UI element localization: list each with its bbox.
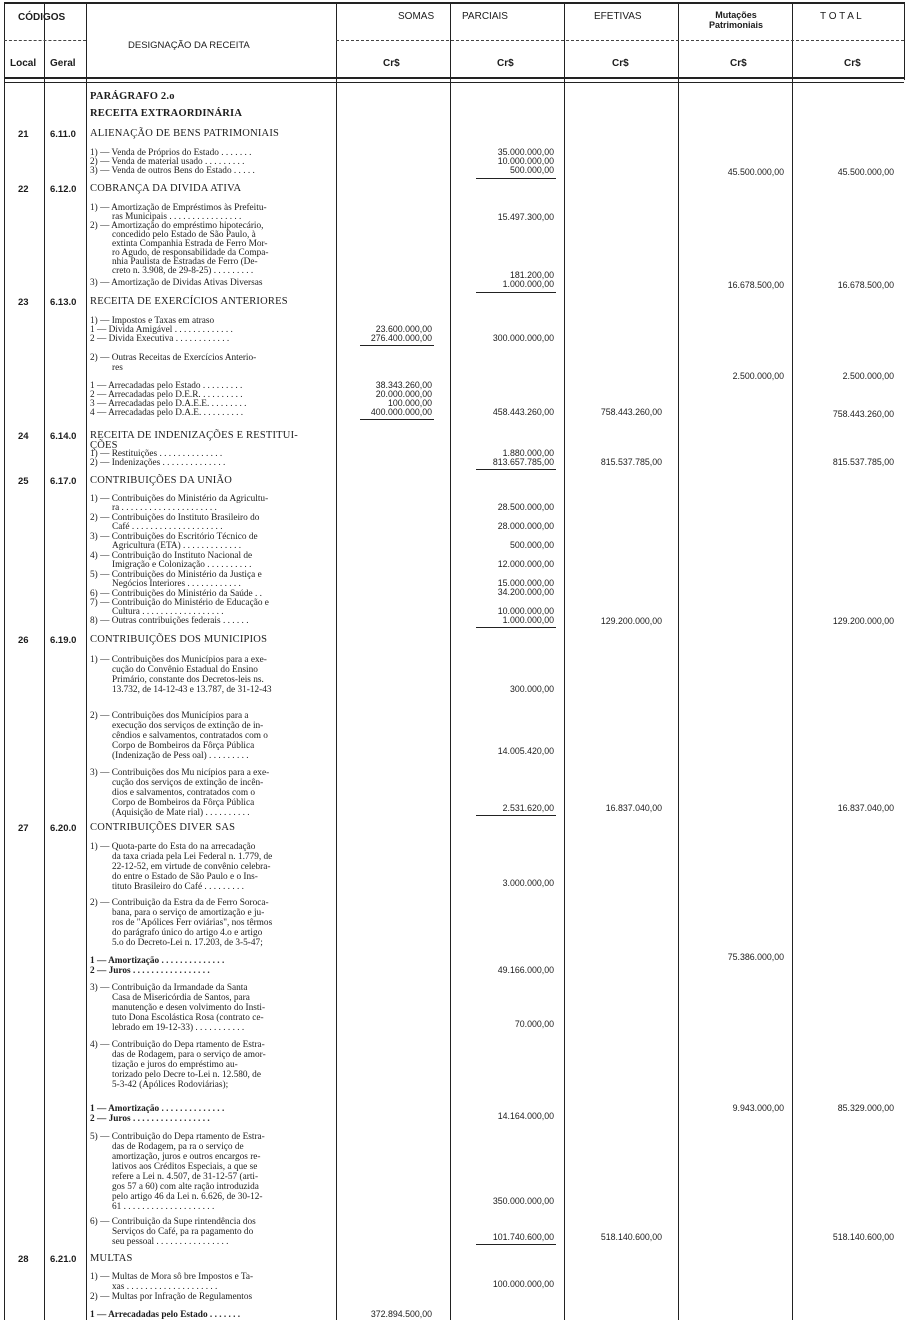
code-geral: 6.20.0 xyxy=(50,823,77,834)
paragraph-title: PARÁGRAFO 2.o xyxy=(90,91,175,102)
item-line: do entre o Estado de São Paulo e o Ins- xyxy=(112,872,258,882)
amount-parcial: 458.443.260,00 xyxy=(492,407,554,417)
col-line-5 xyxy=(564,2,565,1320)
code-geral: 6.12.0 xyxy=(50,184,77,195)
item-line: 2 — Divida Executiva . . . . . . . . . . . . xyxy=(90,334,230,344)
item-line: execução dos serviços de extinção de in- xyxy=(112,721,264,731)
item-line: 2) — Outras Receitas de Exercícios Anterio- xyxy=(90,353,257,363)
amount-parcial: 500.000,00 xyxy=(509,540,554,550)
header-mid-rule-codes xyxy=(4,40,86,41)
item-line: 5.o do Decreto-Lei n. 17.203, de 3-5-47; xyxy=(112,938,263,948)
sum-underline xyxy=(476,178,556,179)
amount-parcial: 1.000.000,00 xyxy=(502,279,554,289)
item-line: 2 — Arrecadadas pelo D.E.R. . . . . . . . . . xyxy=(90,390,243,400)
code-local: 24 xyxy=(18,431,29,442)
amount-efetiva: 16.837.040,00 xyxy=(605,803,662,813)
header-bottom-rule-2 xyxy=(4,82,904,83)
heading-municipios: CONTRIBUIÇÕES DOS MUNICIPIOS xyxy=(90,634,268,645)
item-line: 2 — Juros . . . . . . . . . . . . . . . . . xyxy=(90,966,210,976)
code-local: 28 xyxy=(18,1254,29,1265)
amount-mutacao: 45.500.000,00 xyxy=(727,167,784,177)
code-local: 27 xyxy=(18,823,29,834)
col-line-4 xyxy=(450,2,451,1320)
header-designacao: DESIGNAÇÃO DA RECEITA xyxy=(128,40,250,51)
item-line: seu pessoal . . . . . . . . . . . . . . . . xyxy=(112,1237,229,1247)
item-line: 1) — Contribuições do Ministério da Agricultu- xyxy=(90,494,269,504)
header-cr-3: Cr$ xyxy=(612,58,629,69)
amount-parcial: 350.000.000,00 xyxy=(492,1196,554,1206)
header-local: Local xyxy=(10,58,37,69)
amount-total: 758.443.260,00 xyxy=(832,409,894,419)
amount-parcial: 813.657.785,00 xyxy=(492,457,554,467)
col-line-8 xyxy=(904,2,905,80)
item-line: Imigração e Colonização . . . . . . . . . . xyxy=(112,560,252,570)
item-line: 1) — Impostos e Taxas em atraso xyxy=(90,316,215,326)
header-efetivas: EFETIVAS xyxy=(594,11,642,22)
item-line: cução do Convênio Estadual do Ensino xyxy=(112,665,258,675)
amount-parcial: 12.000.000,00 xyxy=(497,559,554,569)
item-line: 1) — Amortização de Empréstimos às Prefeitu- xyxy=(90,203,267,213)
item-line: 2) — Multas por Infração de Regulamentos xyxy=(90,1292,253,1302)
item-line: 1) — Multas de Mora sô bre Impostos e Ta- xyxy=(90,1272,254,1282)
heading-indenizacoes-cont: ÇÕES xyxy=(90,440,118,451)
item-line: cêndios e salvamentos, contratados com o xyxy=(112,731,268,741)
item-line: 4) — Contribuição do Instituto Nacional de xyxy=(90,551,253,561)
amount-parcial: 35.000.000,00 xyxy=(497,147,554,157)
code-local: 23 xyxy=(18,297,29,308)
code-geral: 6.21.0 xyxy=(50,1254,77,1265)
header-top-rule xyxy=(4,2,904,4)
amount-soma: 23.600.000,00 xyxy=(375,324,432,334)
amount-parcial: 10.000.000,00 xyxy=(497,156,554,166)
header-bottom-rule xyxy=(4,77,904,79)
amount-parcial: 1.000.000,00 xyxy=(502,615,554,625)
amount-soma: 38.343.260,00 xyxy=(375,380,432,390)
heading-diversas: CONTRIBUIÇÕES DIVER SAS xyxy=(90,822,236,833)
item-line: (Indenização de Pess oal) . . . . . . . . . xyxy=(112,751,249,761)
item-line: 3) — Contribuições dos Mu nicípios para a exe- xyxy=(90,768,270,778)
header-parciais: PARCIAIS xyxy=(462,11,508,22)
heading-exercicios: RECEITA DE EXERCÍCIOS ANTERIORES xyxy=(90,296,288,307)
amount-parcial: 181.200,00 xyxy=(509,270,554,280)
amount-soma: 276.400.000,00 xyxy=(370,333,432,343)
col-line-6 xyxy=(678,2,679,1320)
amount-parcial: 34.200.000,00 xyxy=(497,587,554,597)
amount-parcial: 1.880.000,00 xyxy=(502,448,554,458)
amount-total: 129.200.000,00 xyxy=(832,616,894,626)
item-line: 2 — Juros . . . . . . . . . . . . . . . . . xyxy=(90,1114,210,1124)
header-geral: Geral xyxy=(50,58,76,69)
amount-soma: 20.000.000,00 xyxy=(375,389,432,399)
item-line: manutenção e desen volvimento do Insti- xyxy=(112,1003,266,1013)
amount-parcial: 49.166.000,00 xyxy=(497,965,554,975)
item-line: Cultura . . . . . . . . . . . . . . . . . . xyxy=(112,607,224,617)
header-cr-5: Cr$ xyxy=(844,58,861,69)
item-line: 1) — Restituições . . . . . . . . . . . . . . xyxy=(90,449,223,459)
amount-efetiva: 518.140.600,00 xyxy=(600,1232,662,1242)
item-line: 1 — Amortização . . . . . . . . . . . . . . xyxy=(90,1104,225,1114)
header-total: T O T A L xyxy=(820,11,862,22)
item-line: 22-12-52, em virtude de convênio celebra- xyxy=(112,862,271,872)
item-line: Negócios Interiores . . . . . . . . . . . . xyxy=(112,579,241,589)
item-line: ras Municipais . . . . . . . . . . . . . . . . xyxy=(112,212,242,222)
item-line: 2) — Amortização do empréstimo hipotecário, xyxy=(90,221,264,231)
item-line: 7) — Contribuição do Ministério de Educação e xyxy=(90,598,269,608)
item-line: 3) — Contribuições do Escritório Técnico de xyxy=(90,532,258,542)
item-line: 1 — Divida Amigável . . . . . . . . . . . . . xyxy=(90,325,233,335)
amount-soma: 372.894.500,00 xyxy=(370,1309,432,1319)
item-line: creto n. 3.908, de 29-8-25) . . . . . . . . . xyxy=(112,266,254,276)
code-geral: 6.19.0 xyxy=(50,635,77,646)
heading-uniao: CONTRIBUIÇÕES DA UNIÃO xyxy=(90,475,233,486)
col-line-3 xyxy=(336,2,337,1320)
item-line: da taxa criada pela Lei Federal n. 1.779, de xyxy=(112,852,273,862)
item-line: 3) — Venda de outros Bens do Estado . . . . . xyxy=(90,166,255,176)
amount-efetiva: 129.200.000,00 xyxy=(600,616,662,626)
item-line: 13.732, de 14-12-43 e 13.787, de 31-12-43 xyxy=(112,685,272,695)
item-line: 2) — Contribuições do Instituto Brasileiro do xyxy=(90,513,260,523)
item-line: Corpo de Bombeiros da Fôrça Pública xyxy=(112,798,255,808)
item-line: gos 57 a 60) com alte ração introduzida xyxy=(112,1182,259,1192)
item-line: 3 — Arrecadadas pelo D.A.E.E. . . . . . . . . xyxy=(90,399,247,409)
amount-total: 815.537.785,00 xyxy=(832,457,894,467)
item-line: dios e salvamentos, contratados com o xyxy=(112,788,256,798)
item-line: amortização, juros e outros encargos re- xyxy=(112,1152,261,1162)
item-line: das de Rodagem, pa ra o serviço de xyxy=(112,1142,244,1152)
item-line: nhia Paulista de Estradas de Ferro (De- xyxy=(112,257,258,267)
item-line: bana, para o serviço de amortização e ju- xyxy=(112,908,265,918)
code-geral: 6.17.0 xyxy=(50,476,77,487)
heading-multas: MULTAS xyxy=(90,1253,133,1264)
code-local: 25 xyxy=(18,476,29,487)
amount-parcial: 14.005.420,00 xyxy=(497,746,554,756)
heading-cobranca: COBRANÇA DA DIVIDA ATIVA xyxy=(90,183,242,194)
amount-parcial: 15.497.300,00 xyxy=(497,212,554,222)
amount-total: 16.678.500,00 xyxy=(837,280,894,290)
item-line: 1) — Venda de Próprios do Estado . . . . . . . xyxy=(90,148,252,158)
amount-parcial: 28.500.000,00 xyxy=(497,502,554,512)
amount-total: 85.329.000,00 xyxy=(837,1103,894,1113)
heading-alienacao: ALIENAÇÃO DE BENS PATRIMONIAIS xyxy=(90,128,280,139)
header-cr-2: Cr$ xyxy=(497,58,514,69)
header-mutacoes: Mutações Patrimoniais xyxy=(708,10,764,30)
item-line: tização e juros do empréstimo au- xyxy=(112,1060,238,1070)
amount-parcial: 14.164.000,00 xyxy=(497,1111,554,1121)
item-line: pelo artigo 46 da Lei n. 6.626, de 30-12- xyxy=(112,1192,263,1202)
item-line: xas . . . . . . . . . . . . . . . . . . . . xyxy=(112,1282,218,1292)
item-line: 2) — Contribuições dos Municípios para a xyxy=(90,711,249,721)
item-line: Agricultura (ETA) . . . . . . . . . . . . . xyxy=(112,541,242,551)
col-line-1 xyxy=(44,2,45,1320)
header-cr-1: Cr$ xyxy=(383,58,400,69)
sum-underline xyxy=(476,815,556,816)
amount-mutacao: 9.943.000,00 xyxy=(732,1103,784,1113)
item-line: refere a Lei n. 4.507, de 31-12-57 (arti- xyxy=(112,1172,259,1182)
amount-total: 2.500.000,00 xyxy=(842,371,894,381)
item-line: Casa de Misericórdia de Santos, para xyxy=(112,993,250,1003)
item-line: tuto Dona Escolástica Rosa (contrato ce- xyxy=(112,1013,264,1023)
item-line: ra . . . . . . . . . . . . . . . . . . . . . xyxy=(112,503,217,513)
item-line: 5-3-42 (Apólices Rodoviárias); xyxy=(112,1080,229,1090)
item-line: Café . . . . . . . . . . . . . . . . . . . . xyxy=(112,522,223,532)
header-cr-4: Cr$ xyxy=(730,58,747,69)
amount-mutacao: 2.500.000,00 xyxy=(732,371,784,381)
item-line: Serviços do Café, pa ra pagamento do xyxy=(112,1227,254,1237)
header-somas: SOMAS xyxy=(398,11,435,22)
amount-total: 45.500.000,00 xyxy=(837,167,894,177)
amount-parcial: 15.000.000,00 xyxy=(497,578,554,588)
amount-efetiva: 815.537.785,00 xyxy=(600,457,662,467)
code-geral: 6.14.0 xyxy=(50,431,77,442)
item-line: 6) — Contribuições do Ministério da Saúde . . xyxy=(90,589,262,599)
amount-parcial: 101.740.600,00 xyxy=(492,1232,554,1242)
item-line: 61 . . . . . . . . . . . . . . . . . . . . xyxy=(112,1202,215,1212)
item-line: 4) — Contribuição do Depa rtamento de Estra- xyxy=(90,1040,265,1050)
item-line: 8) — Outras contribuições federais . . . . . . xyxy=(90,616,249,626)
item-line: 2) — Venda de material usado . . . . . . . . . xyxy=(90,157,245,167)
item-line: 1) — Quota-parte do Esta do na arrecadação xyxy=(90,842,256,852)
code-local: 26 xyxy=(18,635,29,646)
amount-soma: 100.000,00 xyxy=(387,398,432,408)
item-line: 4 — Arrecadadas pelo D.A.E. . . . . . . . . . xyxy=(90,408,244,418)
item-line: extinta Companhia Estrada de Ferro Mor- xyxy=(112,239,268,249)
item-line: das de Rodagem, para o serviço de amor- xyxy=(112,1050,266,1060)
amount-parcial: 300.000,00 xyxy=(509,684,554,694)
item-line: torizado pelo Decre to-Lei n. 12.580, de xyxy=(112,1070,261,1080)
item-line: concedido pelo Estado de São Paulo, à xyxy=(112,230,256,240)
item-line: lativos aos Créditos Especiais, a que se xyxy=(112,1162,258,1172)
sum-underline xyxy=(476,292,556,293)
amount-soma: 400.000.000,00 xyxy=(370,407,432,417)
amount-parcial: 300.000.000,00 xyxy=(492,333,554,343)
item-line: 1 — Arrecadadas pelo Estado . . . . . . . xyxy=(90,1310,241,1320)
item-line: 2) — Contribuição da Estra da de Ferro Soroca- xyxy=(90,898,269,908)
amount-parcial: 3.000.000,00 xyxy=(502,878,554,888)
sum-underline xyxy=(476,627,556,628)
item-line: Primário, constante dos Decretos-leis ns. xyxy=(112,675,264,685)
code-geral: 6.11.0 xyxy=(50,129,76,140)
sum-underline xyxy=(360,345,434,346)
amount-parcial: 10.000.000,00 xyxy=(497,606,554,616)
col-line-0 xyxy=(4,2,5,1320)
item-line: Corpo de Bombeiros da Fôrça Pública xyxy=(112,741,255,751)
amount-parcial: 70.000,00 xyxy=(514,1019,554,1029)
item-line: ros de "Apólices Ferr oviárias", nos têrmos xyxy=(112,918,273,928)
header-codigos: CÓDIGOS xyxy=(18,12,66,23)
col-line-2 xyxy=(86,2,87,1320)
receita-extra-title: RECEITA EXTRAORDINÁRIA xyxy=(90,108,243,119)
amount-total: 518.140.600,00 xyxy=(832,1232,894,1242)
code-local: 21 xyxy=(18,129,29,140)
heading-indenizacoes: RECEITA DE INDENIZAÇÕES E RESTITUI- xyxy=(90,430,298,441)
item-line: 3) — Amortização de Dividas Ativas Diversas xyxy=(90,278,263,288)
amount-total: 16.837.040,00 xyxy=(837,803,894,813)
item-line: 1 — Arrecadadas pelo Estado . . . . . . . . . xyxy=(90,381,243,391)
item-line: 6) — Contribuição da Supe rintendência dos xyxy=(90,1217,256,1227)
code-local: 22 xyxy=(18,184,29,195)
amount-parcial: 28.000.000,00 xyxy=(497,521,554,531)
header-mid-rule-cols xyxy=(336,40,904,41)
item-line: 5) — Contribuições do Ministério da Justiça e xyxy=(90,570,262,580)
item-line: res xyxy=(112,363,123,373)
item-line: cução dos serviços de extinção de incên- xyxy=(112,778,264,788)
item-line: 2) — Indenizações . . . . . . . . . . . . . . xyxy=(90,458,226,468)
item-line: (Aquisição de Mate rial) . . . . . . . . . . xyxy=(112,808,250,818)
sum-underline xyxy=(476,469,556,470)
item-line: tituto Brasileiro do Café . . . . . . . . . xyxy=(112,882,244,892)
amount-efetiva: 758.443.260,00 xyxy=(600,407,662,417)
amount-mutacao: 75.386.000,00 xyxy=(727,952,784,962)
code-geral: 6.13.0 xyxy=(50,297,77,308)
item-line: 1) — Contribuições dos Municípios para a exe- xyxy=(90,655,267,665)
sum-underline xyxy=(476,1244,556,1245)
item-line: do parágrafo único do artigo 4.o e artigo xyxy=(112,928,263,938)
item-line: 3) — Contribuição da Irmandade da Santa xyxy=(90,983,248,993)
amount-mutacao: 16.678.500,00 xyxy=(727,280,784,290)
item-line: lebrado em 19-12-33) . . . . . . . . . . . xyxy=(112,1023,245,1033)
item-line: 5) — Contribuição do Depa rtamento de Estra- xyxy=(90,1132,265,1142)
sum-underline xyxy=(360,419,434,420)
amount-parcial: 2.531.620,00 xyxy=(502,803,554,813)
col-line-7 xyxy=(792,2,793,1320)
amount-parcial: 100.000.000,00 xyxy=(492,1279,554,1289)
item-line: 1 — Amortização . . . . . . . . . . . . . . xyxy=(90,956,225,966)
item-line: ro Agudo, de responsabilidade da Compa- xyxy=(112,248,269,258)
amount-parcial: 500.000,00 xyxy=(509,165,554,175)
